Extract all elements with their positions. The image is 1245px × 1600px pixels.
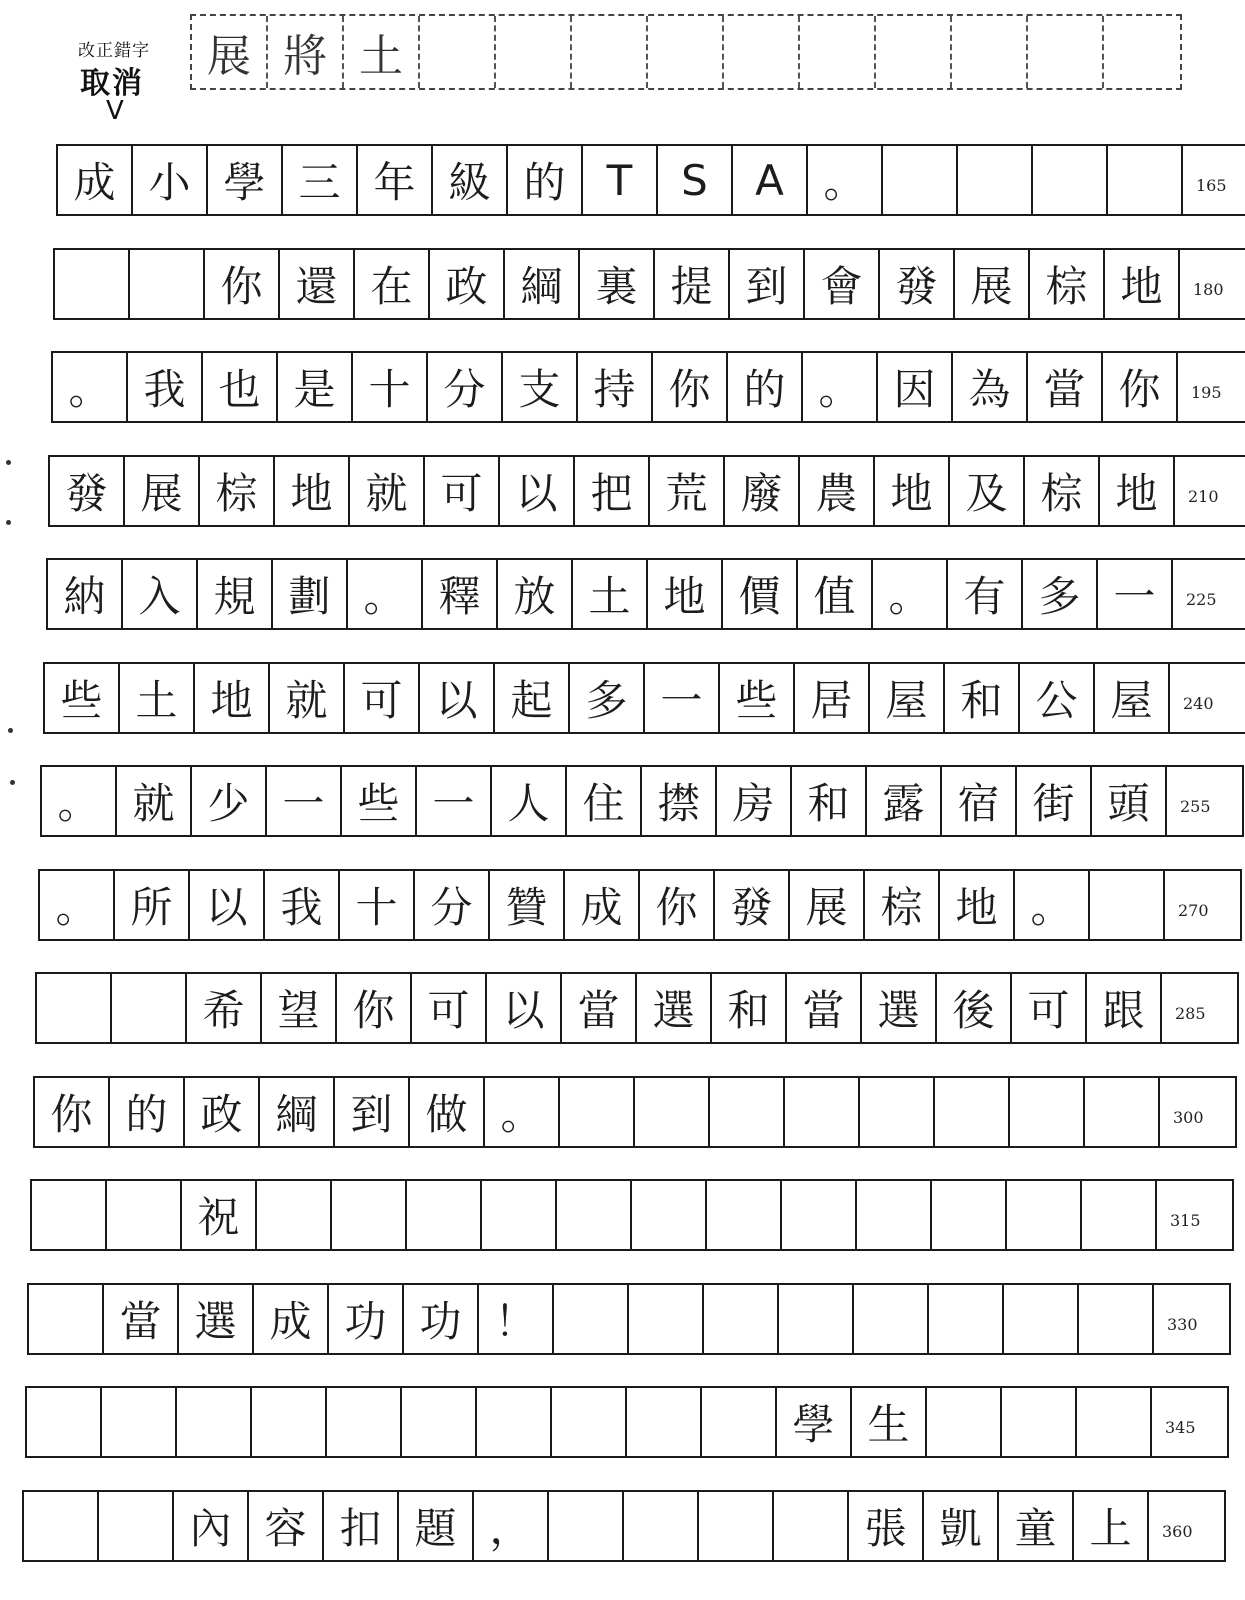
grid-cell: 一 xyxy=(1098,560,1173,628)
grid-cell: 公 xyxy=(1020,664,1095,732)
row-count-label: 270 xyxy=(1178,901,1209,920)
grid-cell: 上 xyxy=(1074,1492,1149,1560)
grid-cell: 你 xyxy=(653,353,728,421)
grid-cell: 十 xyxy=(353,353,428,421)
grid-cell xyxy=(257,1181,332,1249)
grid-cell: 成 xyxy=(58,146,133,214)
grid-cell: 及 xyxy=(950,457,1025,525)
grid-cell xyxy=(958,146,1033,214)
grid-cell xyxy=(32,1181,107,1249)
grid-cell xyxy=(407,1181,482,1249)
grid-cell: 。 xyxy=(808,146,883,214)
grid-cell: S xyxy=(658,146,733,214)
grid-cell: 就 xyxy=(350,457,425,525)
correction-cell xyxy=(496,16,572,88)
grid-cell: 可 xyxy=(425,457,500,525)
grid-cell: 地 xyxy=(648,560,723,628)
grid-cell: 地 xyxy=(940,871,1015,939)
grid-cell xyxy=(1033,146,1108,214)
grid-cell: 裏 xyxy=(580,250,655,318)
grid-cell: 也 xyxy=(203,353,278,421)
grid-cell: 可 xyxy=(412,974,487,1042)
grid-cell: 屋 xyxy=(870,664,945,732)
row-count-label: 210 xyxy=(1188,487,1219,506)
grid-cell xyxy=(785,1078,860,1146)
grid-cell: 住 xyxy=(567,767,642,835)
correction-cell xyxy=(1028,16,1104,88)
row-count-label: 345 xyxy=(1165,1418,1196,1437)
grid-cell xyxy=(130,250,205,318)
grid-cell xyxy=(102,1388,177,1456)
grid-cell: 還 xyxy=(280,250,355,318)
grid-cell: 以 xyxy=(420,664,495,732)
row-count-label: 360 xyxy=(1162,1522,1193,1541)
grid-cell: 的 xyxy=(110,1078,185,1146)
grid-cell xyxy=(860,1078,935,1146)
grid-cell xyxy=(927,1388,1002,1456)
grid-row xyxy=(35,972,1239,1044)
grid-cell xyxy=(549,1492,624,1560)
grid-cell: 在 xyxy=(355,250,430,318)
grid-row xyxy=(30,1179,1234,1251)
grid-cell: 荒 xyxy=(650,457,725,525)
grid-row xyxy=(56,144,1245,216)
grid-cell: 地 xyxy=(1105,250,1180,318)
grid-cell: 功 xyxy=(404,1285,479,1353)
grid-cell xyxy=(1082,1181,1157,1249)
row-count-label: 240 xyxy=(1183,694,1214,713)
grid-cell: 以 xyxy=(500,457,575,525)
grid-cell: 價 xyxy=(723,560,798,628)
grid-cell: 多 xyxy=(570,664,645,732)
grid-cell xyxy=(29,1285,104,1353)
grid-cell xyxy=(1090,871,1165,939)
grid-cell xyxy=(629,1285,704,1353)
grid-cell: 你 xyxy=(337,974,412,1042)
grid-cell: 露 xyxy=(867,767,942,835)
grid-cell: 可 xyxy=(345,664,420,732)
margin-dot xyxy=(10,780,15,785)
row-count-label: 225 xyxy=(1186,590,1217,609)
grid-cell xyxy=(1004,1285,1079,1353)
grid-cell: 你 xyxy=(640,871,715,939)
grid-row xyxy=(33,1076,1237,1148)
grid-row xyxy=(27,1283,1231,1355)
grid-cell: 起 xyxy=(495,664,570,732)
correction-cell xyxy=(420,16,496,88)
grid-cell xyxy=(112,974,187,1042)
grid-cell: 宿 xyxy=(942,767,1017,835)
margin-dot xyxy=(8,728,13,733)
grid-cell: 當 xyxy=(104,1285,179,1353)
grid-cell xyxy=(1010,1078,1085,1146)
grid-cell: 少 xyxy=(192,767,267,835)
grid-cell: 棕 xyxy=(1025,457,1100,525)
grid-row xyxy=(22,1490,1226,1562)
grid-cell: 多 xyxy=(1023,560,1098,628)
grid-cell: 你 xyxy=(1103,353,1178,421)
grid-cell xyxy=(1002,1388,1077,1456)
grid-row xyxy=(53,248,1245,320)
grid-cell: 劃 xyxy=(273,560,348,628)
grid-cell: 些 xyxy=(720,664,795,732)
grid-cell xyxy=(774,1492,849,1560)
grid-cell xyxy=(635,1078,710,1146)
cancel-arrow-icon: V xyxy=(106,96,124,126)
grid-cell: 當 xyxy=(1028,353,1103,421)
grid-cell: 內 xyxy=(174,1492,249,1560)
row-count-label: 255 xyxy=(1180,797,1211,816)
grid-cell: 凱 xyxy=(924,1492,999,1560)
grid-cell: 農 xyxy=(800,457,875,525)
grid-cell: 會 xyxy=(805,250,880,318)
grid-cell: 放 xyxy=(498,560,573,628)
grid-row xyxy=(40,765,1244,837)
grid-cell: 棕 xyxy=(200,457,275,525)
grid-cell xyxy=(702,1388,777,1456)
grid-cell: 土 xyxy=(573,560,648,628)
grid-cell: 童 xyxy=(999,1492,1074,1560)
grid-cell: 。 xyxy=(53,353,128,421)
grid-cell: 棕 xyxy=(1030,250,1105,318)
grid-cell xyxy=(779,1285,854,1353)
grid-cell: 綱 xyxy=(260,1078,335,1146)
grid-cell: 分 xyxy=(428,353,503,421)
grid-cell: 把 xyxy=(575,457,650,525)
grid-cell: 屋 xyxy=(1095,664,1170,732)
grid-cell: T xyxy=(583,146,658,214)
grid-row xyxy=(38,869,1242,941)
grid-cell: 規 xyxy=(198,560,273,628)
grid-cell: 張 xyxy=(849,1492,924,1560)
grid-cell: 一 xyxy=(645,664,720,732)
grid-cell: 以 xyxy=(190,871,265,939)
row-count-label: 300 xyxy=(1173,1108,1204,1127)
grid-cell xyxy=(332,1181,407,1249)
grid-cell: 支 xyxy=(503,353,578,421)
grid-row xyxy=(46,558,1245,630)
grid-cell: 功 xyxy=(329,1285,404,1353)
grid-cell xyxy=(854,1285,929,1353)
grid-cell: 成 xyxy=(254,1285,329,1353)
grid-cell: 發 xyxy=(880,250,955,318)
grid-cell: 望 xyxy=(262,974,337,1042)
grid-cell xyxy=(857,1181,932,1249)
grid-cell xyxy=(99,1492,174,1560)
grid-cell xyxy=(782,1181,857,1249)
grid-cell xyxy=(1108,146,1183,214)
correction-cell xyxy=(800,16,876,88)
grid-cell: 一 xyxy=(417,767,492,835)
grid-cell: 綱 xyxy=(505,250,580,318)
grid-cell xyxy=(707,1181,782,1249)
grid-cell xyxy=(1079,1285,1154,1353)
grid-cell: 生 xyxy=(852,1388,927,1456)
grid-cell: 。 xyxy=(42,767,117,835)
grid-row xyxy=(25,1386,1229,1458)
grid-cell: 成 xyxy=(565,871,640,939)
grid-cell: 容 xyxy=(249,1492,324,1560)
grid-cell: 當 xyxy=(787,974,862,1042)
grid-cell: 你 xyxy=(35,1078,110,1146)
grid-cell xyxy=(24,1492,99,1560)
grid-cell: 持 xyxy=(578,353,653,421)
correction-label: 改正錯字 xyxy=(78,41,150,61)
grid-cell: 政 xyxy=(430,250,505,318)
correction-cell xyxy=(572,16,648,88)
grid-cell xyxy=(932,1181,1007,1249)
grid-cell: 分 xyxy=(415,871,490,939)
correction-cell xyxy=(952,16,1028,88)
grid-cell: 我 xyxy=(265,871,340,939)
grid-cell: 地 xyxy=(875,457,950,525)
row-count-label: 180 xyxy=(1193,280,1224,299)
grid-cell: ， xyxy=(474,1492,549,1560)
grid-cell: 選 xyxy=(862,974,937,1042)
grid-cell: 有 xyxy=(948,560,1023,628)
grid-cell xyxy=(935,1078,1010,1146)
grid-cell xyxy=(1085,1078,1160,1146)
grid-cell: 和 xyxy=(792,767,867,835)
grid-cell: 可 xyxy=(1012,974,1087,1042)
grid-cell: 展 xyxy=(955,250,1030,318)
grid-cell: 選 xyxy=(637,974,712,1042)
grid-cell xyxy=(55,250,130,318)
grid-cell: 後 xyxy=(937,974,1012,1042)
grid-cell: 小 xyxy=(133,146,208,214)
grid-cell xyxy=(477,1388,552,1456)
grid-cell xyxy=(327,1388,402,1456)
grid-cell: 房 xyxy=(717,767,792,835)
grid-cell: 當 xyxy=(562,974,637,1042)
grid-cell: 就 xyxy=(117,767,192,835)
grid-cell: ！ xyxy=(479,1285,554,1353)
grid-cell: 是 xyxy=(278,353,353,421)
grid-cell: 值 xyxy=(798,560,873,628)
grid-cell xyxy=(107,1181,182,1249)
margin-dot xyxy=(6,520,11,525)
grid-row xyxy=(48,455,1245,527)
grid-cell xyxy=(883,146,958,214)
grid-cell: 做 xyxy=(410,1078,485,1146)
grid-cell xyxy=(704,1285,779,1353)
grid-cell: 。 xyxy=(803,353,878,421)
grid-cell: 跟 xyxy=(1087,974,1162,1042)
correction-cell xyxy=(1104,16,1180,88)
grid-cell: 些 xyxy=(342,767,417,835)
grid-cell: 因 xyxy=(878,353,953,421)
grid-cell: 級 xyxy=(433,146,508,214)
grid-cell xyxy=(552,1388,627,1456)
grid-cell: 。 xyxy=(873,560,948,628)
grid-cell xyxy=(482,1181,557,1249)
row-count-label: 165 xyxy=(1196,176,1227,195)
grid-cell: 到 xyxy=(335,1078,410,1146)
grid-cell: 。 xyxy=(40,871,115,939)
grid-cell xyxy=(624,1492,699,1560)
grid-cell: 的 xyxy=(728,353,803,421)
grid-cell: 和 xyxy=(712,974,787,1042)
grid-cell: 廢 xyxy=(725,457,800,525)
grid-cell: 的 xyxy=(508,146,583,214)
grid-cell xyxy=(402,1388,477,1456)
correction-cell: 將 xyxy=(268,16,344,88)
grid-cell: 三 xyxy=(283,146,358,214)
correction-cell xyxy=(724,16,800,88)
cancel-label: 取消 xyxy=(80,66,144,101)
grid-cell: 展 xyxy=(125,457,200,525)
grid-cell xyxy=(627,1388,702,1456)
grid-cell: 學 xyxy=(777,1388,852,1456)
grid-cell: 為 xyxy=(953,353,1028,421)
grid-cell xyxy=(557,1181,632,1249)
grid-cell: 㩒 xyxy=(642,767,717,835)
grid-cell: 居 xyxy=(795,664,870,732)
row-count-label: 315 xyxy=(1170,1211,1201,1230)
correction-cell xyxy=(648,16,724,88)
grid-cell xyxy=(177,1388,252,1456)
grid-cell xyxy=(554,1285,629,1353)
grid-cell: 題 xyxy=(399,1492,474,1560)
grid-cell: 扣 xyxy=(324,1492,399,1560)
grid-cell: 希 xyxy=(187,974,262,1042)
grid-cell: 祝 xyxy=(182,1181,257,1249)
grid-cell: 。 xyxy=(485,1078,560,1146)
grid-cell xyxy=(27,1388,102,1456)
grid-cell: 棕 xyxy=(865,871,940,939)
grid-cell xyxy=(710,1078,785,1146)
grid-cell: 選 xyxy=(179,1285,254,1353)
correction-cell: 展 xyxy=(192,16,268,88)
grid-cell: 就 xyxy=(270,664,345,732)
grid-cell: 地 xyxy=(195,664,270,732)
grid-cell xyxy=(929,1285,1004,1353)
grid-row xyxy=(43,662,1245,734)
margin-dot xyxy=(6,460,11,465)
row-count-label: 195 xyxy=(1191,383,1222,402)
grid-cell: 到 xyxy=(730,250,805,318)
grid-cell: 我 xyxy=(128,353,203,421)
correction-cell xyxy=(876,16,952,88)
grid-cell xyxy=(37,974,112,1042)
grid-cell: 些 xyxy=(45,664,120,732)
grid-cell: 釋 xyxy=(423,560,498,628)
grid-cell: 入 xyxy=(123,560,198,628)
grid-cell: 十 xyxy=(340,871,415,939)
grid-cell xyxy=(1007,1181,1082,1249)
grid-cell: 贊 xyxy=(490,871,565,939)
grid-cell: 學 xyxy=(208,146,283,214)
grid-cell: 地 xyxy=(275,457,350,525)
grid-cell: A xyxy=(733,146,808,214)
grid-cell: 地 xyxy=(1100,457,1175,525)
grid-cell: 一 xyxy=(267,767,342,835)
grid-cell: 人 xyxy=(492,767,567,835)
grid-cell: 以 xyxy=(487,974,562,1042)
grid-cell: 發 xyxy=(50,457,125,525)
grid-cell: 發 xyxy=(715,871,790,939)
grid-cell: 所 xyxy=(115,871,190,939)
grid-cell: 和 xyxy=(945,664,1020,732)
grid-cell: 。 xyxy=(348,560,423,628)
grid-cell xyxy=(1077,1388,1152,1456)
grid-cell: 納 xyxy=(48,560,123,628)
grid-row xyxy=(51,351,1245,423)
correction-row xyxy=(190,14,1182,90)
grid-cell: 展 xyxy=(790,871,865,939)
row-count-label: 285 xyxy=(1175,1004,1206,1023)
grid-cell xyxy=(632,1181,707,1249)
grid-cell: 你 xyxy=(205,250,280,318)
grid-cell: 街 xyxy=(1017,767,1092,835)
grid-cell xyxy=(699,1492,774,1560)
grid-cell: 土 xyxy=(120,664,195,732)
correction-cell: 土 xyxy=(344,16,420,88)
grid-cell: 年 xyxy=(358,146,433,214)
grid-cell: 提 xyxy=(655,250,730,318)
grid-cell: 。 xyxy=(1015,871,1090,939)
row-count-label: 330 xyxy=(1167,1315,1198,1334)
grid-cell: 政 xyxy=(185,1078,260,1146)
grid-cell xyxy=(252,1388,327,1456)
grid-cell: 頭 xyxy=(1092,767,1167,835)
grid-cell xyxy=(560,1078,635,1146)
